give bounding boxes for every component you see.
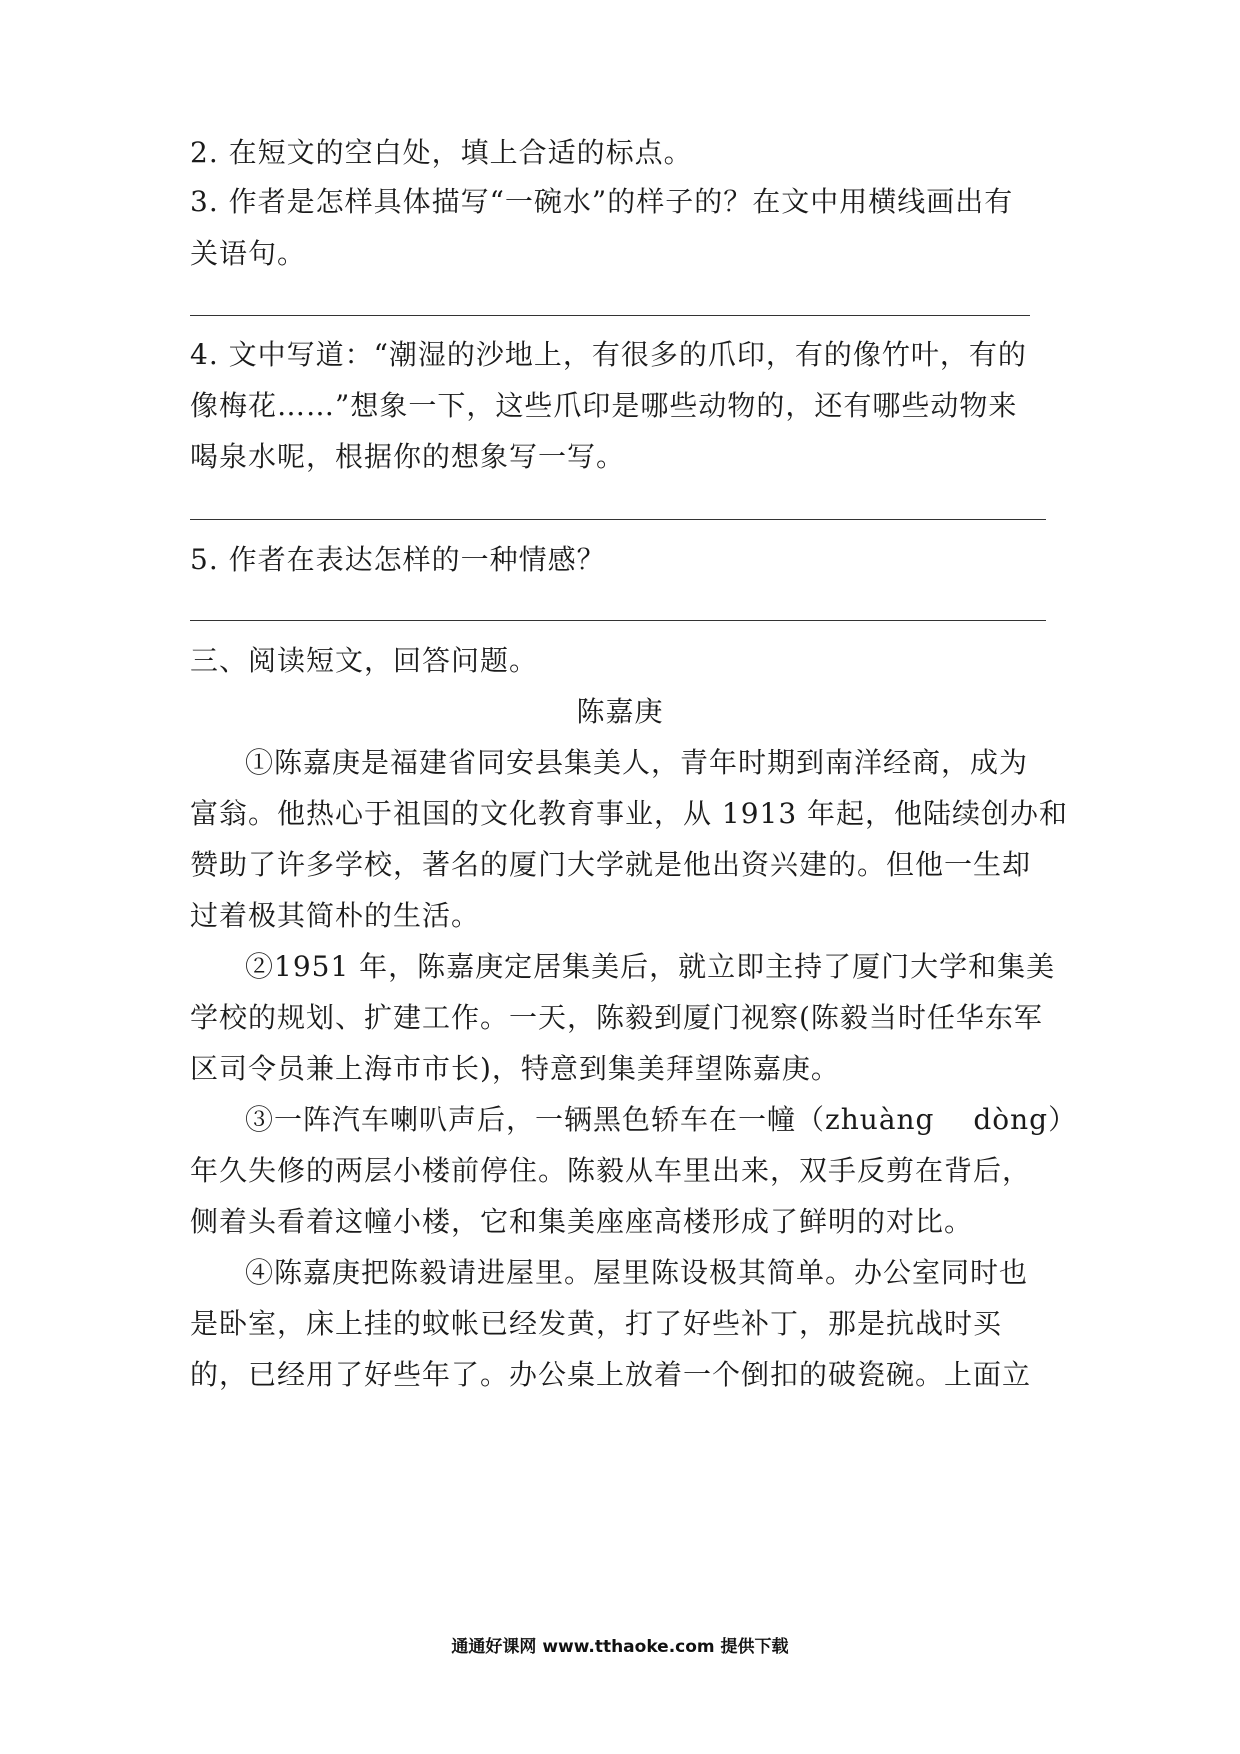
section-heading: 三、阅读短文，回答问题。 <box>190 644 539 677</box>
question-3-line-2: 关语句。 <box>190 237 307 270</box>
question-2: 2. 在短文的空白处，填上合适的标点。 <box>190 136 693 169</box>
paragraph-2-line: 区司令员兼上海市市长)，特意到集美拜望陈嘉庚。 <box>190 1052 840 1085</box>
question-4-line-1: 4. 文中写道：“潮湿的沙地上，有很多的爪印，有的像竹叶，有的 <box>190 338 1027 371</box>
answer-blank-line <box>190 519 1046 520</box>
answer-blank-line <box>190 620 1046 621</box>
paragraph-2-line: 学校的规划、扩建工作。一天，陈毅到厦门视察(陈毅当时任华东军 <box>190 1001 1043 1034</box>
paragraph-1-line: 过着极其简朴的生活。 <box>190 899 481 932</box>
paragraph-3-line: ③一阵汽车喇叭声后，一辆黑色轿车在一幢（zhuàng dòng） <box>245 1103 1078 1136</box>
footer-credit: 通通好课网 www.tthaoke.com 提供下载 <box>451 1637 789 1657</box>
paragraph-3-line: 侧着头看着这幢小楼，它和集美座座高楼形成了鲜明的对比。 <box>190 1205 974 1238</box>
paragraph-1-line: 赞助了许多学校，著名的厦门大学就是他出资兴建的。但他一生却 <box>190 848 1032 881</box>
answer-blank-line <box>190 315 1030 316</box>
paragraph-2-line: ②1951 年，陈嘉庚定居集美后，就立即主持了厦门大学和集美 <box>245 950 1056 983</box>
question-3-line-1: 3. 作者是怎样具体描写“一碗水”的样子的？在文中用横线画出有 <box>190 185 1014 218</box>
paragraph-4-line: 的，已经用了好些年了。办公桌上放着一个倒扣的破瓷碗。上面立 <box>190 1358 1032 1391</box>
paragraph-3-line: 年久失修的两层小楼前停住。陈毅从车里出来，双手反剪在背后， <box>190 1154 1032 1187</box>
paragraph-4-line: 是卧室，床上挂的蚊帐已经发黄，打了好些补丁，那是抗战时买 <box>190 1307 1003 1340</box>
question-4-line-2: 像梅花……”想象一下，这些爪印是哪些动物的，还有哪些动物来 <box>190 389 1018 422</box>
paragraph-4-line: ④陈嘉庚把陈毅请进屋里。屋里陈设极其简单。办公室同时也 <box>245 1256 1029 1289</box>
question-4-line-3: 喝泉水呢，根据你的想象写一写。 <box>190 440 626 473</box>
paragraph-1-line: ①陈嘉庚是福建省同安县集美人，青年时期到南洋经商，成为 <box>245 746 1029 779</box>
paragraph-1-line: 富翁。他热心于祖国的文化教育事业，从 1913 年起，他陆续创办和 <box>190 797 1069 830</box>
passage-title: 陈嘉庚 <box>576 695 664 728</box>
question-5: 5. 作者在表达怎样的一种情感？ <box>190 543 606 576</box>
